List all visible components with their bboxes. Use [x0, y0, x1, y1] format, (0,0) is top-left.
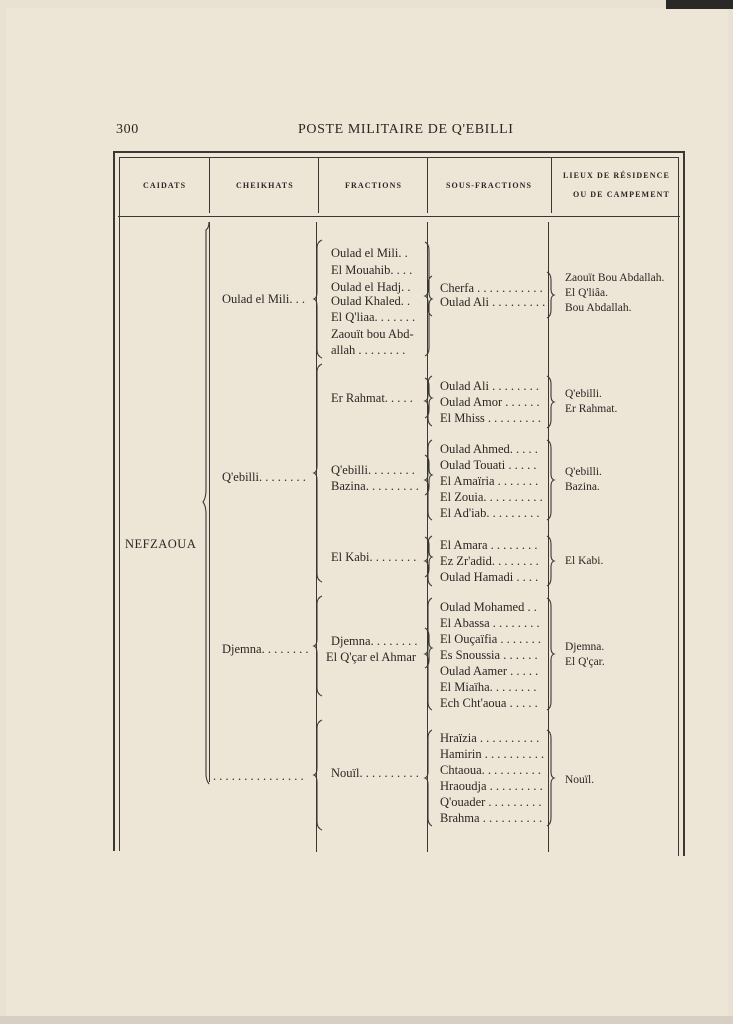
cheikhat-brace-2: [314, 364, 324, 582]
lieu-line: Nouïl.: [565, 774, 595, 786]
page-number: 300: [116, 122, 139, 137]
fraction-el-qcar-el-ahmar: El Q'çar el Ahmar: [326, 650, 417, 664]
cheikhat-oulad-el-mili: Oulad el Mili. . .: [222, 292, 305, 306]
column-divider-header-1: [209, 157, 210, 213]
lieux-brace-6: [545, 730, 555, 826]
sous-fraction-brace-3: [424, 440, 434, 520]
lieu-line: Er Rahmat.: [565, 403, 618, 415]
sous-fraction-line: Oulad Aamer . . . . .: [440, 664, 539, 678]
cheikhat-brace-4: [314, 720, 324, 830]
column-divider-header-2: [318, 157, 319, 213]
fraction-line: Oulad el Mili. .: [331, 246, 408, 260]
scan-corner-mark: [666, 0, 733, 9]
sous-fraction-line: Oulad Touati . . . . .: [440, 458, 537, 472]
caidat-name: NEFZAOUA: [125, 537, 197, 551]
lieux-brace-1: [545, 272, 555, 318]
header-lieux-line-2: OU DE CAMPEMENT: [573, 190, 670, 199]
lieu-line: Q'ebilli.: [565, 466, 602, 478]
table-right-rule: [683, 151, 685, 856]
cheikhat-djemna: Djemna. . . . . . . .: [222, 642, 309, 656]
sous-fraction-line: Es Snoussia . . . . . .: [440, 648, 538, 662]
sous-fraction-line: El Mhiss . . . . . . . . .: [440, 411, 542, 425]
table-left-inner-rule: [119, 157, 120, 851]
sous-fraction-line: Oulad Amor . . . . . .: [440, 395, 540, 409]
sous-fraction-line: El Ouçaïfia . . . . . . .: [440, 632, 542, 646]
fraction-line: El Q'liaa. . . . . . .: [331, 310, 416, 324]
column-divider-header-4: [551, 157, 552, 213]
lieu-line: El Kabi.: [565, 555, 604, 567]
header-fractions: FRACTIONS: [345, 181, 403, 190]
running-title: POSTE MILITAIRE DE Q'EBILLI: [298, 122, 514, 137]
sous-fraction-line: Q'ouader . . . . . . . . .: [440, 795, 542, 809]
table-top-inner-rule: [120, 157, 678, 158]
lieu-line: Bazina.: [565, 481, 600, 493]
lieu-line: Zaouït Bou Abdallah.: [565, 272, 665, 284]
cheikhat-qebilli: Q'ebilli. . . . . . . .: [222, 470, 306, 484]
table-top-rule: [113, 151, 685, 153]
sous-fraction-line: Oulad Ali . . . . . . . .: [440, 379, 539, 393]
table-left-rule: [113, 151, 115, 851]
header-caidats: CAIDATS: [143, 181, 187, 190]
sous-fraction-line: Oulad Hamadi . . . .: [440, 570, 539, 584]
lieu-line: El Q'liâa.: [565, 287, 608, 299]
sous-fraction-brace-5: [424, 598, 434, 710]
table-right-inner-rule: [678, 157, 679, 856]
sous-fraction-line: El Ad'iab. . . . . . . . .: [440, 506, 540, 520]
sous-fraction-line: El Amara . . . . . . . .: [440, 538, 538, 552]
fraction-el-kabi: El Kabi. . . . . . . .: [331, 550, 417, 564]
lieu-line: Djemna.: [565, 641, 605, 653]
sous-fraction-brace-2: [424, 376, 434, 426]
scan-bottom-edge: [0, 1016, 733, 1024]
lieux-brace-4: [545, 536, 555, 586]
fraction-er-rahmat: Er Rahmat. . . . .: [331, 391, 413, 405]
sous-fraction-brace-4: [424, 536, 434, 586]
cheikhat-brace-1: [314, 240, 324, 358]
sous-fraction-line: Hraïzia . . . . . . . . . .: [440, 731, 540, 745]
fraction-line: allah . . . . . . . .: [331, 343, 406, 357]
sous-fraction-line: Hamirin . . . . . . . . . .: [440, 747, 545, 761]
sous-fraction-line: Oulad Ali . . . . . . . . .: [440, 295, 546, 309]
fraction-line: Oulad el Hadj. .: [331, 280, 411, 294]
sous-fraction-line: El Zouia. . . . . . . . . .: [440, 490, 543, 504]
header-cheikhats: CHEIKHATS: [236, 181, 294, 190]
sous-fraction-line: Brahma . . . . . . . . . .: [440, 811, 543, 825]
sous-fraction-line: Ez Zr'adid. . . . . . . .: [440, 554, 539, 568]
sous-fraction-line: El Abassa . . . . . . . .: [440, 616, 540, 630]
lieu-line: Bou Abdallah.: [565, 302, 632, 314]
fraction-djemna: Djemna. . . . . . . .: [331, 634, 418, 648]
caidat-brace: [203, 222, 215, 784]
header-lieux-line-1: LIEUX DE RÉSIDENCE: [563, 171, 670, 180]
sous-fraction-line: Oulad Mohamed . .: [440, 600, 537, 614]
cheikhat-unnamed: . . . . . . . . . . . . . . .: [213, 769, 304, 783]
header-bottom-rule: [118, 216, 680, 217]
sous-fraction-line: Chtaoua. . . . . . . . . .: [440, 763, 542, 777]
column-divider-header-3: [427, 157, 428, 213]
sous-fraction-line: Ech Cht'aoua . . . . .: [440, 696, 538, 710]
sous-fraction-line: Hraoudja . . . . . . . . .: [440, 779, 543, 793]
sous-fraction-line: Cherfa . . . . . . . . . . .: [440, 281, 543, 295]
fraction-line: Oulad Khaled. .: [331, 294, 411, 308]
lieu-line: Q'ebilli.: [565, 388, 602, 400]
fraction-line: El Mouahib. . . .: [331, 263, 413, 277]
lieu-line: El Q'çar.: [565, 656, 605, 668]
sous-fraction-line: El Miaïha. . . . . . . .: [440, 680, 537, 694]
fraction-nouil: Nouïl. . . . . . . . . .: [331, 766, 419, 780]
header-sous-fractions: SOUS-FRACTIONS: [446, 181, 533, 190]
cheikhat-brace-3: [314, 596, 324, 696]
sous-fraction-brace-1: [424, 276, 434, 316]
lieux-brace-5: [545, 598, 555, 710]
fraction-qebilli: Q'ebilli. . . . . . . .: [331, 463, 415, 477]
sous-fraction-line: Oulad Ahmed. . . . .: [440, 442, 538, 456]
lieux-brace-3: [545, 440, 555, 520]
lieux-brace-2: [545, 376, 555, 428]
fraction-line: Zaouït bou Abd-: [331, 327, 414, 341]
sous-fraction-line: El Amaïria . . . . . . .: [440, 474, 539, 488]
sous-fraction-brace-6: [424, 730, 434, 826]
fraction-bazina: Bazina. . . . . . . . .: [331, 479, 419, 493]
